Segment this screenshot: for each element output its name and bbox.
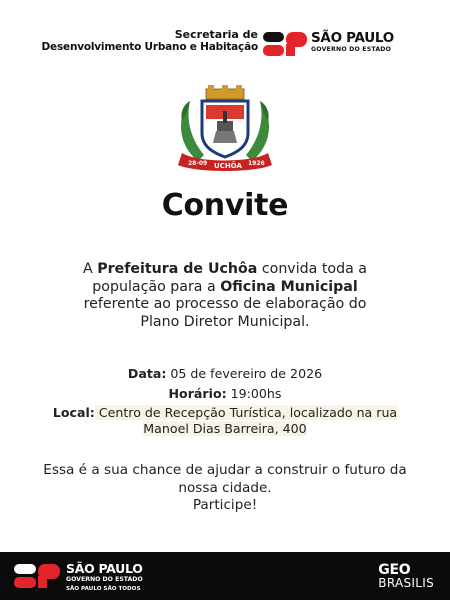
date-label: Data: — [127, 366, 167, 381]
footer-brand-title: SÃO PAULO — [66, 561, 143, 576]
footer-brand-slogan: SÃO PAULO SÃO TODOS — [66, 585, 141, 592]
footer — [0, 552, 450, 600]
page-title: Convite — [161, 188, 289, 223]
event-time — [30, 386, 420, 402]
coat-of-arms-icon — [168, 83, 282, 175]
intro-text — [70, 261, 380, 331]
header — [0, 26, 450, 66]
ribbon-left: 28-09 — [188, 160, 208, 167]
ribbon-right: 1926 — [248, 160, 265, 167]
geo-line2: BRASILIS — [378, 576, 434, 590]
intro-prefeitura: Prefeitura de Uchôa — [97, 261, 258, 277]
secretaria-line1: Secretaria de — [174, 28, 258, 41]
date-value: 05 de fevereiro de 2026 — [166, 366, 323, 381]
secretaria-line2: Desenvolvimento Urbano e Habitação — [41, 41, 258, 53]
secretaria-name — [42, 28, 258, 54]
geobrasilis-logo — [378, 563, 434, 590]
footer-brand — [66, 562, 143, 594]
closing-text: Essa é a sua chance de ajudar a construir o futuro da nossa cidade. — [43, 462, 407, 496]
intro-part3: referente ao processo de elaboração do Plano Diretor Municipal. — [83, 296, 367, 330]
time-value: 19:00hs — [226, 386, 282, 401]
event-date — [30, 366, 420, 382]
intro-part2: convida toda a população para a — [92, 261, 368, 295]
event-place — [30, 405, 420, 437]
place-value: Centro de Recepção Turística, localizado na rua Manoel Dias Barreira, 400 — [94, 405, 398, 436]
intro-part1: A — [82, 261, 98, 277]
place-label: Local: — [52, 405, 95, 420]
geo-line1: GEO — [378, 562, 411, 578]
intro-oficina: Oficina Municipal — [220, 278, 358, 295]
footer-brand-subtitle: GOVERNO DO ESTADO — [66, 576, 143, 583]
ribbon-center: UCHÔA — [214, 162, 242, 170]
time-label: Horário: — [168, 386, 227, 401]
header-brand — [311, 32, 394, 56]
header-brand-title: SÃO PAULO — [311, 30, 394, 46]
header-brand-subtitle: GOVERNO DO ESTADO — [311, 46, 392, 53]
call-to-action: Participe! — [192, 497, 258, 513]
sp-logo-icon — [263, 32, 307, 60]
sp-logo-icon — [14, 564, 60, 592]
